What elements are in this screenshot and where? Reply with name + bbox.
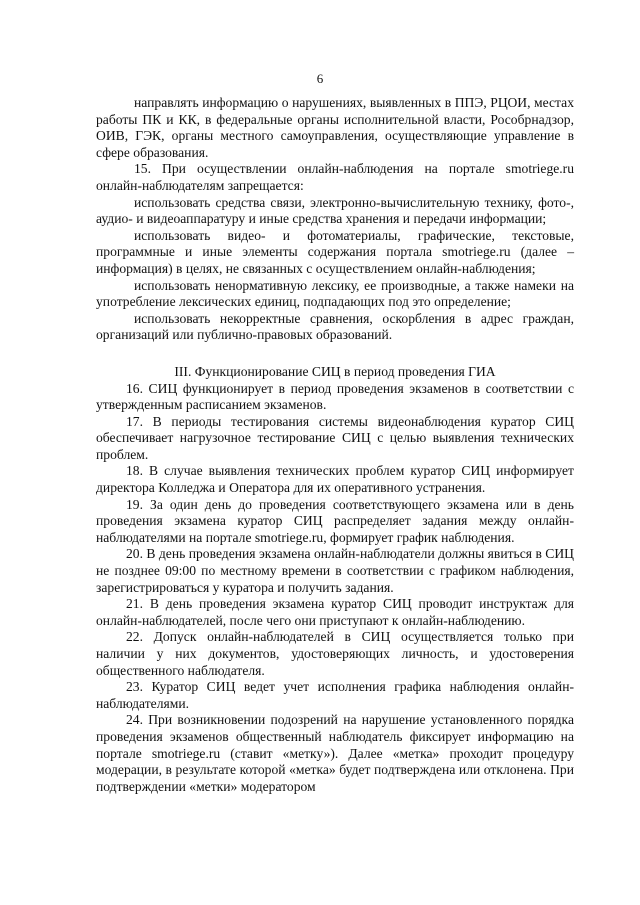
- paragraph: 23. Куратор СИЦ ведет учет исполнения графика наблюдения онлайн-наблюдателями.: [96, 679, 574, 711]
- paragraph: использовать видео- и фотоматериалы, графические, текстовые, программные и иные элементы содержания портала smotriege.ru (далее – информация) в целях, не связанных с осуществлением онлайн-наблюдения;: [96, 227, 574, 276]
- paragraph: использовать ненормативную лексику, ее производные, а также намеки на употребление лексических единиц, подпадающих под это определение;: [96, 277, 574, 310]
- document-body: [96, 95, 574, 795]
- paragraph: 21. В день проведения экзамена куратор СИЦ проводит инструктаж для онлайн-наблюдателей, после чего они приступают к онлайн-наблюдению.: [96, 596, 574, 628]
- paragraph: 24. При возникновении подозрений на нарушение установленного порядка проведения экзаменов общественный наблюдатель фиксирует информацию на портале smotriege.ru (ставит «метку»). Далее «метка» проходит процедуру модерации, в результате которой «метка» будет подтверждена или отклонена. При подтверждении «метки» модератором: [96, 712, 574, 794]
- paragraph: 16. СИЦ функционирует в период проведения экзаменов в соответствии с утвержденным расписанием экзаменов.: [96, 380, 574, 413]
- paragraph: использовать средства связи, электронно-вычислительную технику, фото-, аудио- и видеоаппаратуру и иные средства хранения и передачи информации;: [96, 194, 574, 227]
- paragraph: 15. При осуществлении онлайн-наблюдения на портале smotriege.ru онлайн-наблюдателям запрещается:: [96, 161, 574, 193]
- page-number: 6: [316, 71, 324, 86]
- paragraph: 18. В случае выявления технических проблем куратор СИЦ информирует директора Колледжа и Оператора для их оперативного устранения.: [96, 463, 574, 496]
- section-heading: III. Функционирование СИЦ в период проведения ГИА: [174, 363, 496, 379]
- paragraph: 22. Допуск онлайн-наблюдателей в СИЦ осуществляется только при наличии у них документов, удостоверяющих личность, и удостоверения общественного наблюдателя.: [96, 629, 574, 678]
- paragraph: использовать некорректные сравнения, оскорбления в адрес граждан, организаций или публично-правовых образований.: [96, 310, 574, 343]
- paragraph: 17. В периоды тестирования системы видеонаблюдения куратор СИЦ обеспечивает нагрузочное тестирование СИЦ с целью выявления технических проблем.: [96, 413, 574, 462]
- paragraph: направлять информацию о нарушениях, выявленных в ППЭ, РЦОИ, местах работы ПК и КК, в федеральные органы исполнительной власти, Рособрнадзор, ОИВ, ГЭК, органы местного самоуправления, осуществляющие управление в сфере образования.: [96, 95, 574, 160]
- paragraph: 20. В день проведения экзамена онлайн-наблюдатели должны явиться в СИЦ не позднее 09:00 по местному времени в соответствии с графиком наблюдения, зарегистрироваться у куратора и получить задания.: [96, 546, 574, 595]
- paragraph: 19. За один день до проведения соответствующего экзамена или в день проведения экзамена куратор СИЦ распределяет задания между онлайн-наблюдателями на портале smotriege.ru, формирует график наблюдения.: [96, 496, 574, 545]
